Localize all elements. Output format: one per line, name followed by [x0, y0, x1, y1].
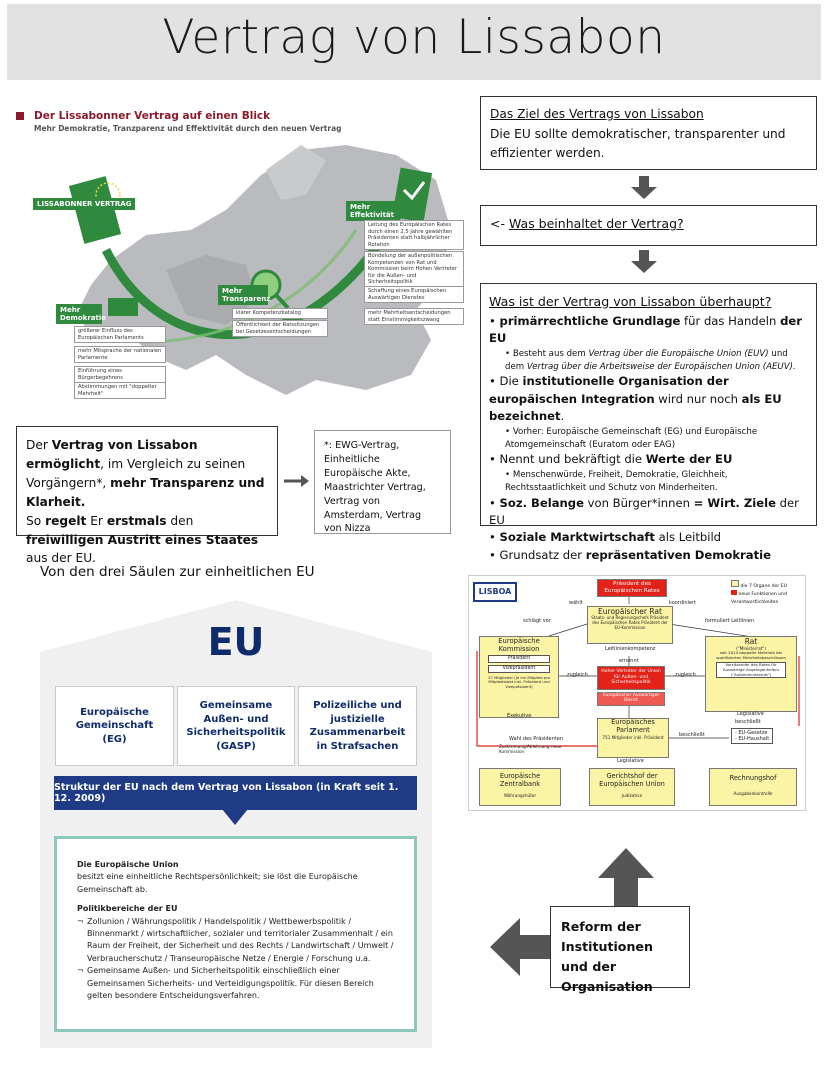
policy-item: ¬ Gemeinsame Außen- und Sicherheitspolitik einschließlich einer Gemeinsamen Sicherheits- und Verteidigungspolitik. Für diesen Bereich gelten besondere Entscheidungsverfahren.	[77, 966, 374, 1000]
demokratie-item: mehr Mitsprache der nationalen Parlamente	[74, 346, 166, 363]
bullet-square-icon	[16, 112, 24, 120]
legislative-label: Legislative	[617, 758, 644, 764]
arrow-down-icon	[630, 250, 658, 278]
pillar-pjzs: Polizeiliche und justizielle Zusammenarbeit in Strafsachen	[298, 686, 417, 766]
koordiniert-label: koordiniert	[669, 600, 697, 606]
footnote-box: *: EWG-Vertrag, Einheitliche Europäische Akte, Maastrichter Vertrag, Vertrag von Amsterdam, Vertrag von Nizza	[314, 430, 451, 534]
was-ist-box	[480, 283, 817, 562]
schlaegt-vor-label: schlägt vor	[523, 618, 551, 624]
lisboa-logo: LISBOA	[473, 582, 517, 602]
legend	[731, 580, 805, 606]
policy-item: ¬ Zollunion / Währungspolitik / Handelspolitik / Wettbewerbspolitik / Binnenmarkt / wirtschaftlicher, sozialer und territorialer Zusammenhalt / ein Raum der Freiheit, der Sicherheit und des Rechts / Landwirtschaft / Umwelt / Verbraucherschutz / Transeuropäische Netze / Energie / Forschung u.a.	[77, 916, 394, 963]
list-item: • primärrechtliche Grundlage für das Handeln der EU	[489, 313, 802, 346]
list-item: • Soziale Marktwirtschaft als Leitbild	[489, 530, 722, 545]
legend-neu: neue Funktionen und Verantwortlichkeiten	[731, 592, 788, 605]
beinhaltet-label: Was beinhaltet der Vertrag?	[508, 216, 684, 231]
formuliert-label: formuliert Leitlinien	[705, 618, 754, 624]
demokratie-item: Einführung eines Bürgerbegehrens	[74, 366, 166, 383]
tag-mehr-demokratie: Mehr Demokratie	[56, 304, 102, 324]
arrow-up-icon	[596, 848, 656, 912]
pillar-gasp: Gemeinsame Außen- und Sicherheitspolitik (GASP)	[177, 686, 295, 766]
ezb-box: Europäische Zentralbank Währungshüter	[479, 768, 561, 806]
sub-item: • Besteht aus dem Vertrag über die Europäische Union (EUV) und dem Vertrag über die Arbeitsweise der Europäischen Union (AEUV).	[505, 348, 796, 372]
organigramm	[468, 575, 806, 811]
sub-item: • Menschenwürde, Freiheit, Demokratie, Gleichheit, Rechtsstaatlichkeit und Schutz von Minderheiten.	[505, 469, 728, 493]
demokratie-item: Abstimmungen mit "doppelter Mehrheit"	[74, 382, 166, 399]
demokratie-item: größerer Einfluss des Europäischen Parlaments	[74, 326, 166, 343]
waehlt-label: wählt	[569, 600, 583, 606]
effektivitaet-item: Leitung des Europäischen Rates durch einen 2,5 Jahre gewählten Präsidenten statt halbjährlicher Rotation	[364, 220, 464, 250]
list-item: • Die institutionelle Organisation der europäischen Integration wird nur noch als EU bezeichnet.	[489, 374, 782, 424]
structure-banner-text: Struktur der EU nach dem Vertrag von Lissabon (in Kraft seit 1. 12. 2009)	[54, 782, 399, 804]
sub-item: • Vorher: Europäische Gemeinschaft (EG) und Europäische Atomgemeinschaft (Euratom oder EAG)	[505, 426, 758, 450]
union-head: Die Europäische Union	[77, 860, 179, 869]
union-text: besitzt eine einheitliche Rechtspersönlichkeit; sie löst die Europäische Gemeinschaft ab.	[77, 872, 358, 894]
transparenz-item: Öffentlichkeit der Ratssitzungen bei Gesetzesentscheidungen	[232, 320, 328, 337]
page-title: Vertrag von Lissabon	[162, 10, 666, 65]
parlament-box: Europäisches Parlament 751 Mitglieder inkl. Präsident	[597, 718, 669, 758]
rat-box: Rat ("Ministerrat") seit 2014 doppelte Mehrheit bei qualifizierten Mehrheitsbeschlüssen Vorsitzender des Rates für Auswärtige Angelegenheiten ("Außenministerrat")	[705, 636, 797, 712]
exekutive-label: Exekutive	[507, 713, 532, 719]
reform-text: Reform der Institutionen und der Organisation	[561, 919, 653, 995]
pillar-eg: Europäische Gemeinschaft (EG)	[55, 686, 174, 766]
praesident-button: Präsident	[488, 655, 550, 663]
infographic-subheading: Mehr Demokratie, Tranzparenz und Effektivität durch den neuen Vertrag	[34, 124, 342, 133]
zustimmung-label: Zustimmung/Ablehnung neue Kommission	[499, 744, 562, 754]
ziel-text: Die EU sollte demokratischer, transparenter und effizienter werden.	[490, 126, 786, 161]
praesident-box: Präsident des Europäischen Rates	[597, 579, 667, 597]
legend-organe: die 7 Organe der EU	[731, 580, 805, 590]
leitlinien-label: Leitlinienkompetenz	[605, 646, 656, 652]
roof-eu-label: EU	[207, 620, 265, 664]
beschliesst-label: beschließt	[679, 732, 705, 738]
infographic-heading: Der Lissabonner Vertrag auf einen Blick	[34, 110, 271, 122]
zugleich-right: zugleich	[675, 672, 696, 678]
rat-eu-box: Europäischer Rat Staats- und Regierungschefs Präsident des Europäischen Rates Präsident der EU-Kommission	[587, 606, 673, 644]
was-ist-list	[489, 313, 808, 564]
ziel-heading: Das Ziel des Vertrags von Lissabon	[490, 107, 704, 121]
arrow-left-icon	[490, 918, 552, 980]
ermoeglicht-box: Der Vertrag von Lissabon ermöglicht, im Vergleich zu seinen Vorgängern*, mehr Transparenz und Klarheit. So regelt Er erstmals den freiwilligen Austritt eines Staates aus der EU.	[16, 426, 278, 536]
ziel-box	[480, 96, 817, 170]
effektivitaet-item: Bündelung der außenpolitischen Kompetenzen von Rat und Kommission beim Hohen Vertreter für die Außen- und Sicherheitspolitik	[364, 251, 464, 288]
structure-banner	[54, 776, 417, 810]
list-item: • Grundsatz der repräsentativen Demokratie	[489, 547, 771, 562]
list-item: • Soz. Belange von Bürger*innen = Wirt. Ziele der EU	[489, 495, 799, 527]
gericht-box: Gerichtshof der Europäischen Union Judikative	[589, 768, 675, 806]
union-info-box	[54, 836, 417, 1032]
badge-lissabonner-vertrag: LISSABONNER VERTRAG	[33, 198, 135, 210]
reform-box	[550, 906, 690, 995]
was-ist-heading: Was ist der Vertrag von Lissabon überhaupt?	[489, 294, 772, 309]
vize-button: Vizepräsident	[488, 665, 550, 673]
wahl-label: Wahl des Präsidenten	[509, 736, 563, 742]
gesetze-box: - EU-Gesetze - EU-Haushalt	[731, 728, 773, 744]
title-bar	[7, 4, 821, 80]
auswaertiger-dienst-box: Europäischer Auswärtiger Dienst	[597, 692, 665, 706]
effektivitaet-item: Schaffung eines Europäischen Auswärtigen Dienstes	[364, 286, 464, 303]
ernennt-label: ernennt	[619, 658, 639, 664]
zugleich-left: zugleich	[567, 672, 588, 678]
saeulen-heading: Von den drei Säulen zur einheitlichen EU	[40, 564, 315, 580]
legislative-right-label: Legislative	[737, 711, 764, 717]
tag-mehr-effektivitaet: Mehr Effektivität	[346, 201, 396, 221]
effektivitaet-item: mehr Mehrheitsentscheidungen statt Einstimmigkeitszwang	[364, 308, 464, 325]
policy-head: Politikbereiche der EU	[77, 904, 178, 914]
back-arrow-text: <-	[490, 216, 509, 231]
arrow-down-icon	[630, 176, 658, 204]
list-item: • Nennt und bekräftigt die Werte der EU	[489, 452, 733, 467]
kommission-box: Europäische Kommission Präsident Vizepräsident 27 Mitglieder (je ein Mitglied pro Mitgliedstaat inkl. Präsident und Vizepräsident)	[479, 636, 559, 718]
transparenz-item: klarer Kompetenzkatalog	[232, 308, 328, 319]
rechnungshof-box: Rechnungshof Ausgabenkontrolle	[709, 768, 797, 806]
tag-mehr-transparenz: Mehr Transparenz	[218, 285, 268, 305]
hoher-vertreter-box: Hoher Vertreter der Union für Außen- und Sicherheitspolitik	[597, 666, 665, 690]
arrow-right-icon	[284, 473, 310, 493]
banner-pointer-icon	[222, 809, 248, 829]
beinhaltet-box	[480, 205, 817, 246]
beschliesst2-label: beschließt	[735, 719, 761, 725]
